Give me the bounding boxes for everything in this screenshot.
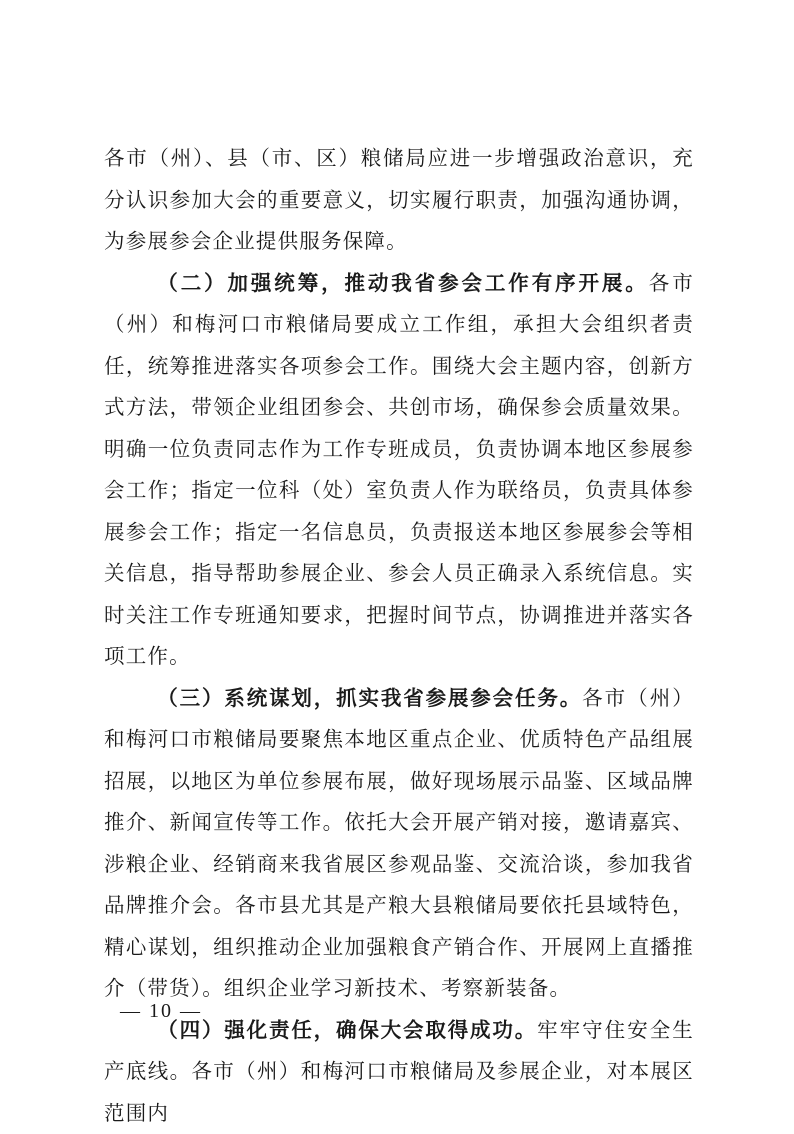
paragraph-4 (104, 1010, 694, 1134)
paragraph-1-text: 各市（州）、县（市、区）粮储局应进一步增强政治意识，充分认识参加大会的重要意义，切实履行职责，加强沟通协调，为参展参会企业提供服务保障。 (104, 146, 694, 253)
section-heading-2: （二）加强统筹，推动我省参会工作有序开展。 (157, 271, 648, 295)
paragraph-3 (104, 678, 694, 1010)
paragraph-3-text: 各市（州）和梅河口市粮储局要聚焦本地区重点企业、优质特色产品组展招展，以地区为单位参展布展，做好现场展示品鉴、区域品牌推介、新闻宣传等工作。依托大会开展产销对接，邀请嘉宾、涉粮企业、经销商来我省展区参观品鉴、交流洽谈，参加我省品牌推介会。各市县尤其是产粮大县粮储局要依托县域特色，精心谋划，组织推动企业加强粮食产销合作、开展网上直播推介（带货）。组织企业学习新技术、考察新装备。 (104, 686, 694, 1001)
paragraph-2 (104, 263, 694, 678)
paragraph-4-text: 牢牢守住安全生产底线。各市（州）和梅河口市粮储局及参展企业，对本展区范围内 (104, 1018, 694, 1125)
paragraph-2-text: 各市（州）和梅河口市粮储局要成立工作组，承担大会组织者责任，统筹推进落实各项参会工作。围绕大会主题内容，创新方式方法，带领企业组团参会、共创市场，确保参会质量效果。明确一位负责同志作为工作专班成员，负责协调本地区参展参会工作；指定一位科（处）室负责人作为联络员，负责具体参展参会工作；指定一名信息员，负责报送本地区参展参会等相关信息，指导帮助参展企业、参会人员正确录入系统信息。实时关注工作专班通知要求，把握时间节点，协调推进并落实各项工作。 (104, 271, 694, 669)
page-number: — 10 — (120, 1000, 202, 1023)
section-heading-3: （三）系统谋划，抓实我省参展参会任务。 (157, 686, 582, 710)
paragraph-1 (104, 138, 694, 263)
body-text (104, 138, 694, 1134)
section-heading-4: （四）强化责任，确保大会取得成功。 (157, 1018, 537, 1042)
